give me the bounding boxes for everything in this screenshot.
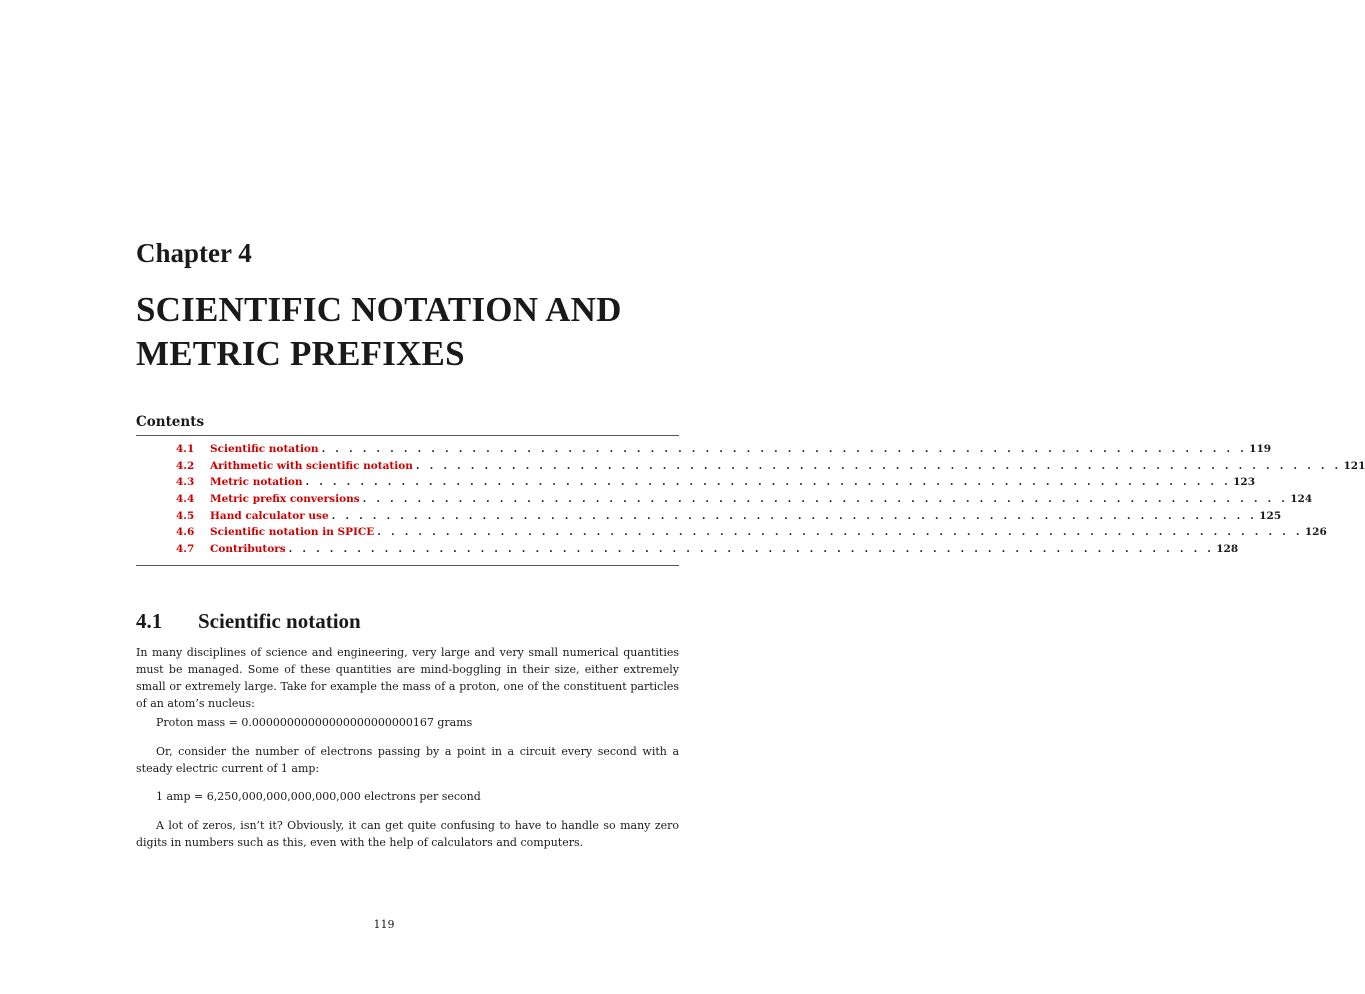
toc-leader-dots: . . . . . . . . . . . . . . . . . . . . . . . . . . . . . . . . . . . . . . . . . . . . . . . . . . . . . . . . . . . . . . . . . . . . <box>331 509 1258 522</box>
toc-entry-number[interactable]: 4.4 <box>176 493 195 506</box>
toc-entry[interactable] <box>176 543 1239 560</box>
toc-leader-dots: . . . . . . . . . . . . . . . . . . . . . . . . . . . . . . . . . . . . . . . . . . . . . . . . . . . . . . . . . . . . . . . . . . . . <box>362 493 1289 506</box>
chapter-title: SCIENTIFIC NOTATION AND METRIC PREFIXES <box>136 290 622 373</box>
toc-entry-title[interactable]: Contributors <box>210 543 286 556</box>
toc-leader-dots: . . . . . . . . . . . . . . . . . . . . . . . . . . . . . . . . . . . . . . . . . . . . . . . . . . . . . . . . . . . . . . . . . . . . <box>415 459 1342 472</box>
body-paragraph: In many disciplines of science and engineering, very large and very small numerical quantities must be managed. Some of these quantities are mind-boggling in their size, either extremely small or extremely large. Take for example the mass of a proton, one of the constituent particles of an atom’s nucleus: <box>136 646 679 710</box>
section-number: 4.1 <box>136 609 163 633</box>
toc-entry[interactable] <box>176 493 1313 510</box>
toc-entry-title[interactable]: Scientific notation <box>210 443 319 455</box>
body-paragraph: Or, consider the number of electrons passing by a point in a circuit every second with a steady electric current of 1 amp: <box>136 745 679 775</box>
toc-leader-dots: . . . . . . . . . . . . . . . . . . . . . . . . . . . . . . . . . . . . . . . . . . . . . . . . . . . . . . . . . . . . . . . . . . . . <box>288 543 1215 556</box>
toc-entry-title[interactable]: Metric notation <box>210 476 303 489</box>
toc-entry-number[interactable]: 4.7 <box>176 543 195 556</box>
toc-entry-page: 119 <box>1249 443 1272 455</box>
proton-mass-equation: Proton mass = 0.00000000000000000000000167 grams <box>156 716 473 729</box>
toc-entry-page: 121 <box>1343 459 1365 472</box>
toc-entry-title[interactable]: Arithmetic with scientific notation <box>210 459 413 472</box>
toc-entry-number[interactable]: 4.3 <box>176 476 195 489</box>
table-of-contents <box>176 443 1365 560</box>
toc-entry-number[interactable]: 4.6 <box>176 526 195 539</box>
toc-leader-dots: . . . . . . . . . . . . . . . . . . . . . . . . . . . . . . . . . . . . . . . . . . . . . . . . . . . . . . . . . . . . . . . . . . . . <box>377 526 1303 539</box>
toc-entry-number[interactable]: 4.5 <box>176 509 195 522</box>
body-paragraph: A lot of zeros, isn’t it? Obviously, it can get quite confusing to have to handle so many zero digits in numbers such as this, even with the help of calculators and computers. <box>136 819 679 849</box>
toc-entry[interactable] <box>176 476 1255 493</box>
toc-entry-page: 125 <box>1259 509 1282 522</box>
toc-entry-title[interactable]: Scientific notation in SPICE <box>210 526 375 539</box>
section-title: Scientific notation <box>198 609 361 633</box>
toc-entry[interactable] <box>176 443 1272 460</box>
electron-count-equation: 1 amp = 6,250,000,000,000,000,000 electrons per second <box>156 790 481 803</box>
toc-entry-page: 123 <box>1233 476 1255 489</box>
contents-heading: Contents <box>136 414 205 430</box>
toc-entry[interactable] <box>176 509 1282 527</box>
toc-entry-number[interactable]: 4.1 <box>176 443 195 455</box>
toc-leader-dots: . . . . . . . . . . . . . . . . . . . . . . . . . . . . . . . . . . . . . . . . . . . . . . . . . . . . . . . . . . . . . . . . . . . . <box>321 443 1248 455</box>
toc-entry-number[interactable]: 4.2 <box>176 459 195 472</box>
toc-leader-dots: . . . . . . . . . . . . . . . . . . . . . . . . . . . . . . . . . . . . . . . . . . . . . . . . . . . . . . . . . . . . . . . . . . . . <box>305 476 1231 489</box>
contents-bottom-rule <box>136 565 679 566</box>
toc-entry[interactable] <box>176 459 1365 477</box>
toc-entry-page: 126 <box>1304 526 1327 539</box>
page-number: 119 <box>373 918 395 931</box>
contents-top-rule <box>136 435 679 436</box>
chapter-label: Chapter 4 <box>136 238 252 268</box>
toc-entry-title[interactable]: Hand calculator use <box>210 509 329 522</box>
toc-entry-page: 128 <box>1216 543 1239 556</box>
toc-entry-page: 124 <box>1290 493 1313 506</box>
toc-entry-title[interactable]: Metric prefix conversions <box>210 493 360 506</box>
section-heading <box>136 609 361 634</box>
toc-entry[interactable] <box>176 526 1327 543</box>
